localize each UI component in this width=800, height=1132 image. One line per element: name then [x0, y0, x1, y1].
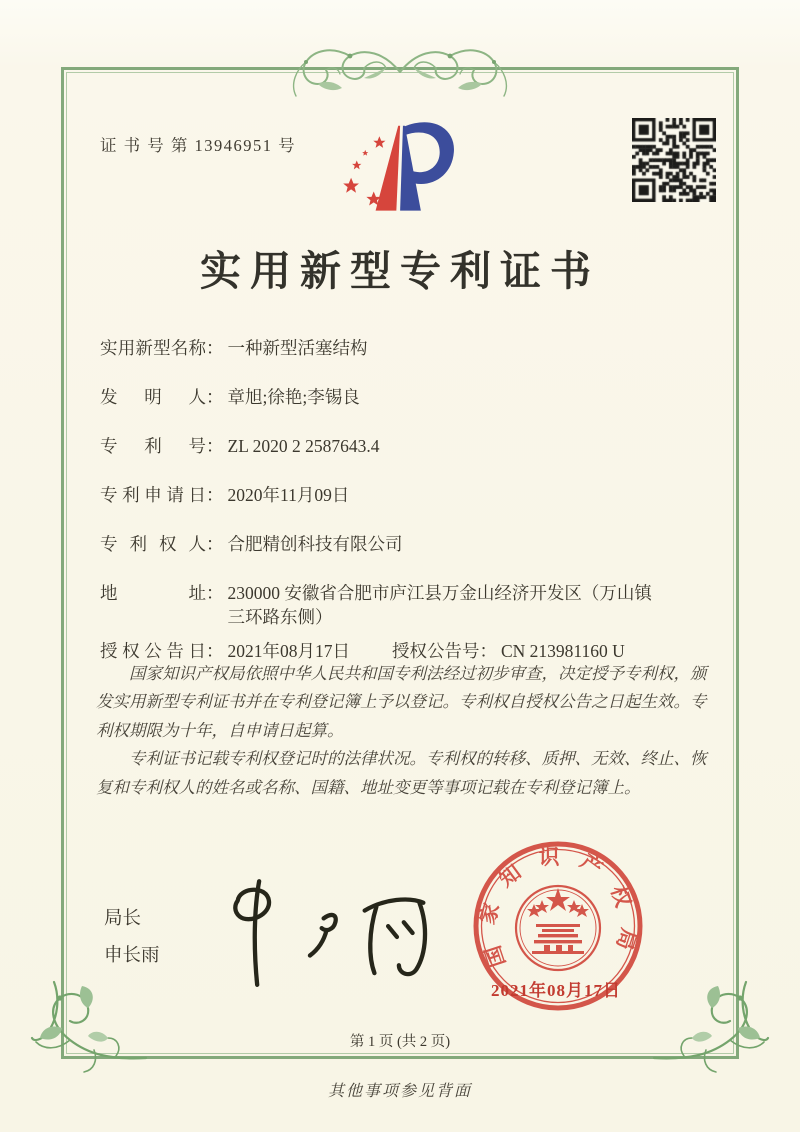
field-label: 专利申请日 [100, 485, 206, 505]
field-colon: ： [479, 641, 497, 661]
page-number: 第 1 页 (共 2 页) [349, 1034, 451, 1050]
field-label: 授权公告号 [392, 641, 480, 661]
field-label: 专利权人 [100, 534, 206, 554]
officer-name: 申长雨 [104, 946, 160, 966]
legal-paragraph-1: 国家知识产权局依照中华人民共和国专利法经过初步审查，决定授予专利权，颁发实用新型专利证书并在专利登记簿上予以登记。专利权自授权公告之日起生效。专利权期限为十年，自申请日起算。 [96, 664, 707, 740]
field-label: 发明人 [100, 387, 206, 407]
field-value: 一种新型活塞结构 [227, 338, 368, 358]
qr-code-icon [632, 118, 716, 202]
field-row-address [100, 581, 680, 629]
officer-role: 局长 [104, 909, 142, 929]
field-row-filing-date [100, 483, 680, 507]
signature-icon [222, 874, 437, 994]
field-label: 授权公告日 [100, 641, 206, 661]
field-colon: ： [206, 485, 224, 505]
seal-text: 国家知识产权局 [474, 845, 642, 971]
field-value: 合肥精创科技有限公司 [227, 534, 403, 554]
legal-text [96, 660, 710, 802]
field-value: 章旭;徐艳;李锡良 [227, 387, 360, 407]
field-colon: ： [206, 583, 224, 603]
field-label: 实用新型名称 [100, 338, 206, 358]
certificate-fields [100, 336, 680, 688]
field-value: 2020年11月09日 [227, 485, 350, 505]
field-colon: ： [206, 436, 224, 456]
field-colon: ： [206, 338, 224, 358]
field-value: ZL 2020 2 2587643.4 [227, 436, 380, 456]
national-emblem-icon [516, 886, 600, 970]
field-row-patent-number [100, 434, 680, 458]
officer-block [104, 904, 160, 978]
field-value: CN 213981160 U [501, 641, 625, 661]
field-row-name [100, 336, 680, 360]
certificate-title: 实用新型专利证书 [200, 248, 600, 294]
field-row-patentee [100, 532, 680, 556]
back-side-note: 其他事项参见背面 [327, 1083, 472, 1100]
legal-paragraph-2: 专利证书记载专利权登记时的法律状况。专利权的转移、质押、无效、终止、恢复和专利权人的姓名或名称、国籍、地址变更等事项记载在专利登记簿上。 [96, 749, 707, 797]
field-label: 地址 [100, 583, 206, 603]
field-colon: ： [206, 534, 224, 554]
field-value: 230000 安徽省合肥市庐江县万金山经济开发区（万山镇三环路东侧） [227, 583, 652, 627]
field-colon: ： [206, 387, 224, 407]
certificate-number: 证 书 号 第 13946951 号 [100, 136, 297, 155]
field-label: 专利号 [100, 436, 206, 456]
field-row-inventors [100, 385, 680, 409]
field-value: 2021年08月17日 [227, 641, 350, 661]
field-colon: ： [206, 641, 224, 661]
seal-date: 2021年08月17日 [491, 981, 621, 1000]
